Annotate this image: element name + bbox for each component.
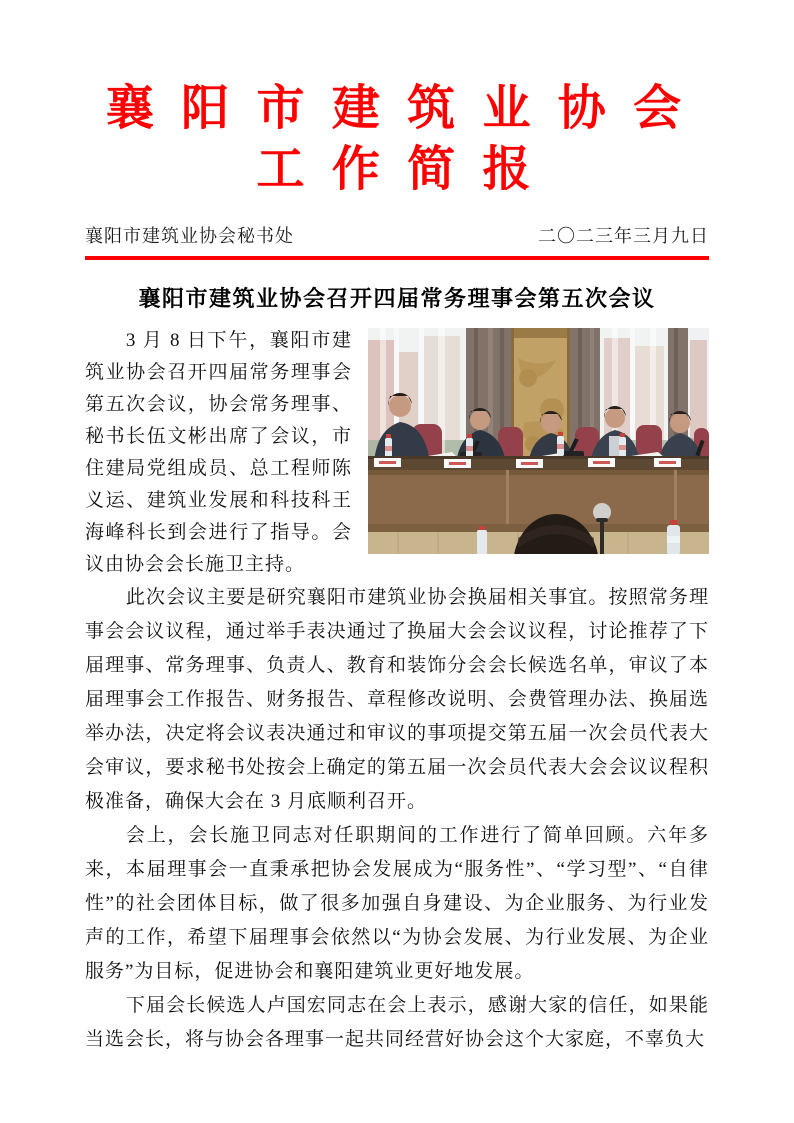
masthead — [85, 78, 709, 200]
masthead-title-line1: 襄 阳 市 建 筑 业 协 会 — [105, 82, 689, 135]
paragraph-1: 3 月 8 日下午，襄阳市建筑业协会召开四届常务理事会第五次会议，协会常务理事、秘书长伍文彬出席了会议，市住建局党组成员、总工程师陈义运、建筑业发展和科技科王海峰科长到会进行了指导。会议由协会会长施卫主持。 — [85, 330, 352, 575]
article-headline: 襄阳市建筑业协会召开四届常务理事会第五次会议 — [138, 286, 656, 311]
paragraph-3: 会上，会长施卫同志对任职期间的工作进行了简单回顾。六年多来，本届理事会一直秉承把协会发展成为“服务性”、“学习型”、“自律性”的社会团体目标，做了很多加强自身建设、为企业服务、为行业发声的工作，希望下届理事会依然以“为协会发展、为行业发展、为企业服务”为目标，促进协会和襄阳建筑业更好地发展。 — [85, 825, 709, 982]
issue-row — [85, 222, 709, 248]
issue-date: 二〇二三年三月九日 — [538, 226, 709, 246]
masthead-title-line2: 工 作 简 报 — [256, 143, 538, 196]
meeting-photo — [368, 328, 709, 554]
article-body — [85, 325, 709, 1057]
red-divider-rule — [85, 256, 709, 260]
issuer-label: 襄阳市建筑业协会秘书处 — [85, 226, 294, 246]
meeting-photo-illustration — [368, 328, 709, 554]
paragraph-2: 此次会议主要是研究襄阳市建筑业协会换届相关事宜。按照常务理事会会议议程，通过举手表决通过了换届大会会议议程，讨论推荐了下届理事、常务理事、负责人、教育和装饰分会会长候选名单，审议了本届理事会工作报告、财务报告、章程修改说明、会费管理办法、换届选举办法，决定将会议表决通过和审议的事项提交第五届一次会员代表大会审议，要求秘书处按会上确定的第五届一次会员代表大会会议议程积极准备，确保大会在 3 月底顺利召开。 — [85, 587, 709, 812]
paragraph-4: 下届会长候选人卢国宏同志在会上表示，感谢大家的信任，如果能当选会长，将与协会各理事一起共同经营好协会这个大家庭，不辜负大 — [85, 995, 709, 1050]
